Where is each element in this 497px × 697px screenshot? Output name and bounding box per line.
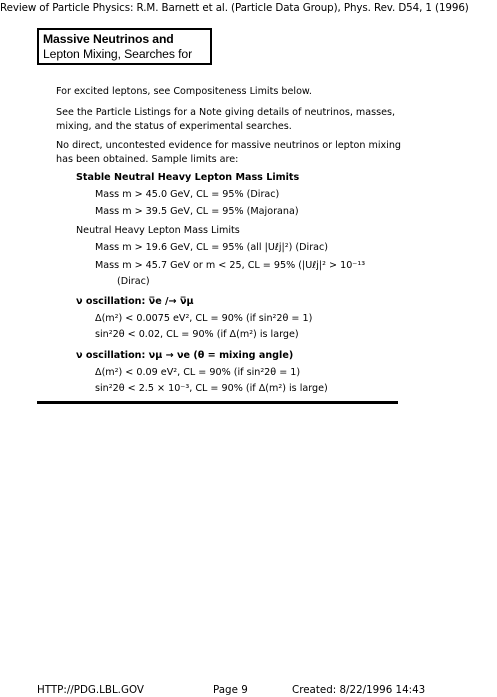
neutral-limit-2-note: (Dirac) [117, 276, 150, 287]
neutral-limit-1: Mass m > 19.6 GeV, CL = 95% (all |Uℓj|²) (Dirac) [95, 242, 329, 253]
oscillation-2-sin2: sin²2θ < 2.5 × 10⁻³, CL = 90% (if Δ(m²) is large) [95, 383, 328, 394]
footer-page: Page 9 [213, 684, 248, 696]
oscillation-2-delta-m2: Δ(m²) < 0.09 eV², CL = 90% (if sin²2θ = 1) [95, 367, 301, 378]
section-title-line-2: Lepton Mixing, Searches for [43, 47, 193, 61]
footer-url: HTTP://PDG.LBL.GOV [37, 684, 144, 696]
intro-paragraph-2-line-1: See the Particle Listings for a Note giving details of neutrinos, masses, [56, 107, 396, 118]
oscillation-1-sin2: sin²2θ < 0.02, CL = 90% (if Δ(m²) is large) [95, 329, 299, 340]
stable-limit-majorana: Mass m > 39.5 GeV, CL = 95% (Majorana) [95, 206, 299, 217]
section-title-line-1: Massive Neutrinos and [43, 32, 174, 46]
stable-limits-heading: Stable Neutral Heavy Lepton Mass Limits [76, 172, 300, 183]
footer-created: Created: 8/22/1996 14:43 [292, 684, 426, 696]
oscillation-1-heading: ν oscillation: ν̅e /→ ν̅μ [76, 296, 194, 307]
intro-paragraph-3-line-2: has been obtained. Sample limits are: [56, 154, 239, 165]
running-header: Review of Particle Physics: R.M. Barnett et al. (Particle Data Group), Phys. Rev. D54, 1 (1996) [0, 2, 469, 14]
oscillation-1-delta-m2: Δ(m²) < 0.0075 eV², CL = 90% (if sin²2θ = 1) [95, 313, 313, 324]
intro-paragraph-3-line-1: No direct, uncontested evidence for massive neutrinos or lepton mixing [56, 140, 402, 151]
section-title-box [37, 28, 212, 65]
neutral-limit-2: Mass m > 45.7 GeV or m < 25, CL = 95% (|Uℓj|² > 10⁻¹³ [95, 260, 366, 271]
oscillation-2-heading: ν oscillation: νμ → νe (θ = mixing angle) [76, 350, 294, 361]
stable-limit-dirac: Mass m > 45.0 GeV, CL = 95% (Dirac) [95, 189, 280, 200]
intro-paragraph-2-line-2: mixing, and the status of experimental searches. [56, 121, 292, 132]
section-end-rule [37, 401, 398, 404]
neutral-limits-heading: Neutral Heavy Lepton Mass Limits [76, 225, 240, 236]
intro-paragraph-1: For excited leptons, see Compositeness Limits below. [56, 86, 312, 97]
